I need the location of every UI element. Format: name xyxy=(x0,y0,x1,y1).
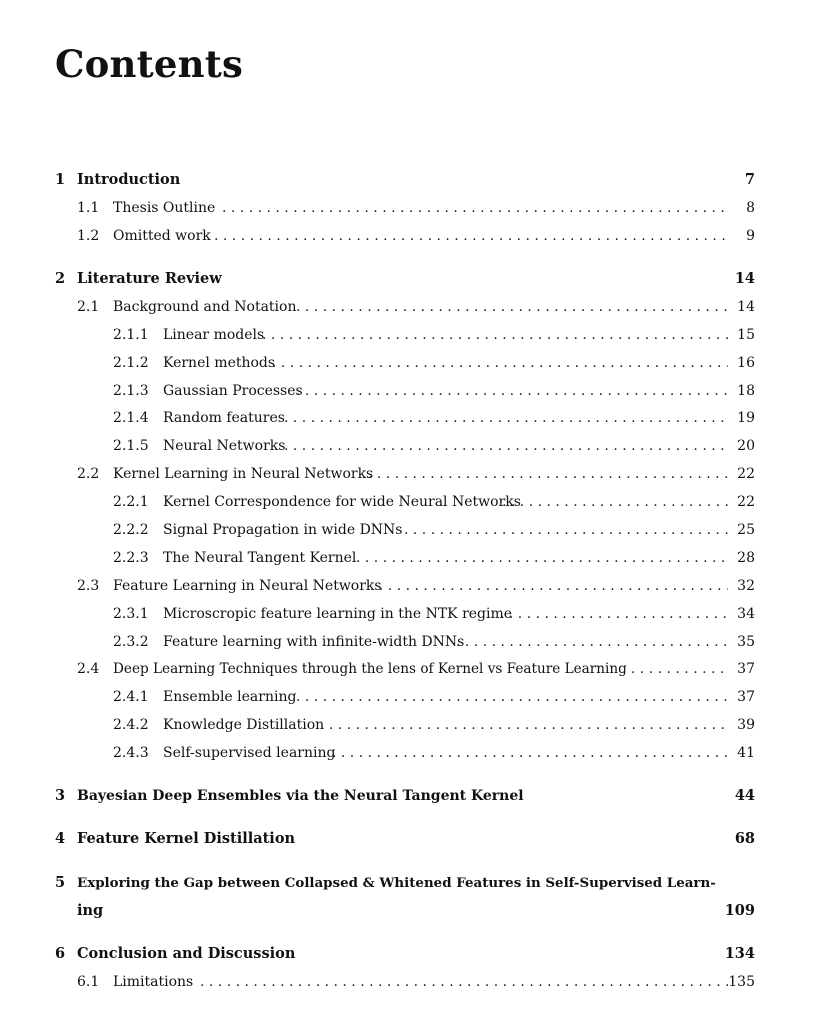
page-number: 7 xyxy=(744,171,755,188)
subsection-title: Signal Propagation in wide DNNs xyxy=(163,522,403,538)
subsection-number: 2.4.3 xyxy=(113,745,149,761)
subsection-number: 2.1.2 xyxy=(113,355,149,371)
chapter-number: 6 xyxy=(55,945,66,962)
toc-section-1-2[interactable] xyxy=(0,224,830,248)
page-number: 22 xyxy=(737,466,755,482)
toc-subsection-2-1-4[interactable] xyxy=(0,406,830,430)
chapter-number: 1 xyxy=(55,171,66,188)
toc-subsection-2-1-3[interactable] xyxy=(0,379,830,403)
dot-leader xyxy=(622,657,728,681)
page-number: 32 xyxy=(737,578,755,594)
toc-subsection-2-2-1[interactable] xyxy=(0,490,830,514)
toc-subsection-2-3-2[interactable] xyxy=(0,630,830,654)
dot-leader xyxy=(500,602,728,626)
page-number: 19 xyxy=(737,410,755,426)
dot-leader xyxy=(296,379,728,403)
subsection-number: 2.4.1 xyxy=(113,689,149,705)
subsection-number: 2.4.2 xyxy=(113,717,149,733)
toc-subsection-2-1-1[interactable] xyxy=(0,323,830,347)
page-number: 41 xyxy=(737,745,755,761)
toc-section-2-3[interactable] xyxy=(0,574,830,598)
chapter-title: Bayesian Deep Ensembles via the Neural Tangent Kernel xyxy=(77,788,524,804)
dot-leader xyxy=(284,434,728,458)
subsection-number: 2.3.2 xyxy=(113,634,149,650)
dot-leader xyxy=(222,196,728,220)
dot-leader xyxy=(296,295,728,319)
subsection-title: Microscropic feature learning in the NTK regime xyxy=(163,606,513,622)
page-number: 37 xyxy=(737,689,755,705)
dot-leader xyxy=(284,406,728,430)
chapter-number: 5 xyxy=(55,874,66,891)
section-title: Feature Learning in Neural Networks xyxy=(113,578,382,594)
chapter-number: 2 xyxy=(55,270,66,287)
dot-leader xyxy=(296,685,728,709)
page-number: 68 xyxy=(734,830,755,847)
page-number: 16 xyxy=(737,355,755,371)
section-number: 2.2 xyxy=(77,466,100,482)
section-title: Omitted work xyxy=(113,228,211,244)
page-number: 134 xyxy=(724,945,755,962)
page-title: Contents xyxy=(55,42,244,86)
subsection-title: Self-supervised learning xyxy=(163,745,336,761)
section-title: Limitations xyxy=(113,974,194,990)
section-title: Thesis Outline xyxy=(113,200,216,216)
dot-leader xyxy=(214,224,728,248)
dot-leader xyxy=(368,462,728,486)
toc-subsection-2-4-3[interactable] xyxy=(0,741,830,765)
section-number: 6.1 xyxy=(77,974,100,990)
page-number: 25 xyxy=(737,522,755,538)
chapter-title-line1: Exploring the Gap between Collapsed & Whitened Features in Self-Supervised Learn- xyxy=(77,875,716,891)
dot-leader xyxy=(272,351,728,375)
subsection-title: Kernel methods xyxy=(163,355,276,371)
toc-section-6-1[interactable] xyxy=(0,970,830,994)
page-number: 22 xyxy=(737,494,755,510)
toc-subsection-2-4-2[interactable] xyxy=(0,713,830,737)
toc-subsection-2-2-2[interactable] xyxy=(0,518,830,542)
toc-subsection-2-4-1[interactable] xyxy=(0,685,830,709)
toc-subsection-2-1-5[interactable] xyxy=(0,434,830,458)
page-number: 14 xyxy=(737,299,755,315)
chapter-number: 4 xyxy=(55,830,66,847)
dot-leader xyxy=(262,323,728,347)
page-number: 8 xyxy=(746,200,755,216)
chapter-title-line2: ing xyxy=(77,902,104,919)
toc-section-2-4[interactable] xyxy=(0,657,830,681)
toc-section-2-1[interactable] xyxy=(0,295,830,319)
subsection-title: Linear models xyxy=(163,327,265,343)
page-number: 37 xyxy=(737,661,755,677)
page-number: 34 xyxy=(737,606,755,622)
subsection-number: 2.1.3 xyxy=(113,383,149,399)
subsection-title: Gaussian Processes xyxy=(163,383,303,399)
toc-subsection-2-1-2[interactable] xyxy=(0,351,830,375)
subsection-title: Knowledge Distillation xyxy=(163,717,325,733)
dot-leader xyxy=(404,518,728,542)
subsection-title: Neural Networks xyxy=(163,438,286,454)
subsection-number: 2.1.1 xyxy=(113,327,149,343)
section-number: 1.2 xyxy=(77,228,100,244)
dot-leader xyxy=(332,741,728,765)
subsection-number: 2.1.4 xyxy=(113,410,149,426)
dot-leader xyxy=(356,546,728,570)
toc-chapter-6[interactable] xyxy=(0,942,830,966)
dot-leader xyxy=(456,630,728,654)
subsection-number: 2.2.1 xyxy=(113,494,149,510)
page-number: 135 xyxy=(728,974,755,990)
dot-leader xyxy=(502,490,728,514)
section-title: Kernel Learning in Neural Networks xyxy=(113,466,374,482)
chapter-number: 3 xyxy=(55,787,66,804)
page-number: 9 xyxy=(746,228,755,244)
chapter-title: Introduction xyxy=(77,171,181,188)
subsection-number: 2.2.2 xyxy=(113,522,149,538)
section-number: 2.3 xyxy=(77,578,100,594)
page-number: 28 xyxy=(737,550,755,566)
toc-chapter-2[interactable] xyxy=(0,267,830,291)
toc-chapter-3[interactable] xyxy=(0,784,830,808)
toc-chapter-4[interactable] xyxy=(0,827,830,851)
page-number: 39 xyxy=(737,717,755,733)
page-number: 18 xyxy=(737,383,755,399)
section-number: 2.4 xyxy=(77,661,100,677)
page-number: 109 xyxy=(724,902,755,919)
subsection-number: 2.1.5 xyxy=(113,438,149,454)
toc-section-2-2[interactable] xyxy=(0,462,830,486)
section-number: 1.1 xyxy=(77,200,100,216)
chapter-title: Feature Kernel Distillation xyxy=(77,830,296,847)
section-title: Deep Learning Techniques through the lens of Kernel vs Feature Learning xyxy=(113,661,627,677)
subsection-title: Random features xyxy=(163,410,285,426)
toc-subsection-2-3-1[interactable] xyxy=(0,602,830,626)
dot-leader xyxy=(320,713,728,737)
toc-chapter-5[interactable] xyxy=(0,871,830,895)
page-number: 14 xyxy=(734,270,755,287)
toc-chapter-5-continued[interactable] xyxy=(0,899,830,923)
chapter-title: Conclusion and Discussion xyxy=(77,945,296,962)
subsection-title: Ensemble learning xyxy=(163,689,297,705)
subsection-title: Feature learning with infinite-width DNNs xyxy=(163,634,465,650)
toc-section-1-1[interactable] xyxy=(0,196,830,220)
section-number: 2.1 xyxy=(77,299,100,315)
subsection-number: 2.2.3 xyxy=(113,550,149,566)
page-number: 15 xyxy=(737,327,755,343)
subsection-title: Kernel Correspondence for wide Neural Networks xyxy=(163,494,521,510)
dot-leader xyxy=(370,574,728,598)
section-title: Background and Notation xyxy=(113,299,297,315)
subsection-title: The Neural Tangent Kernel xyxy=(163,550,357,566)
dot-leader xyxy=(200,970,728,994)
page-number: 35 xyxy=(737,634,755,650)
subsection-number: 2.3.1 xyxy=(113,606,149,622)
toc-subsection-2-2-3[interactable] xyxy=(0,546,830,570)
page-number: 44 xyxy=(734,787,755,804)
page-number: 20 xyxy=(737,438,755,454)
toc-chapter-1[interactable] xyxy=(0,168,830,192)
chapter-title: Literature Review xyxy=(77,270,222,287)
